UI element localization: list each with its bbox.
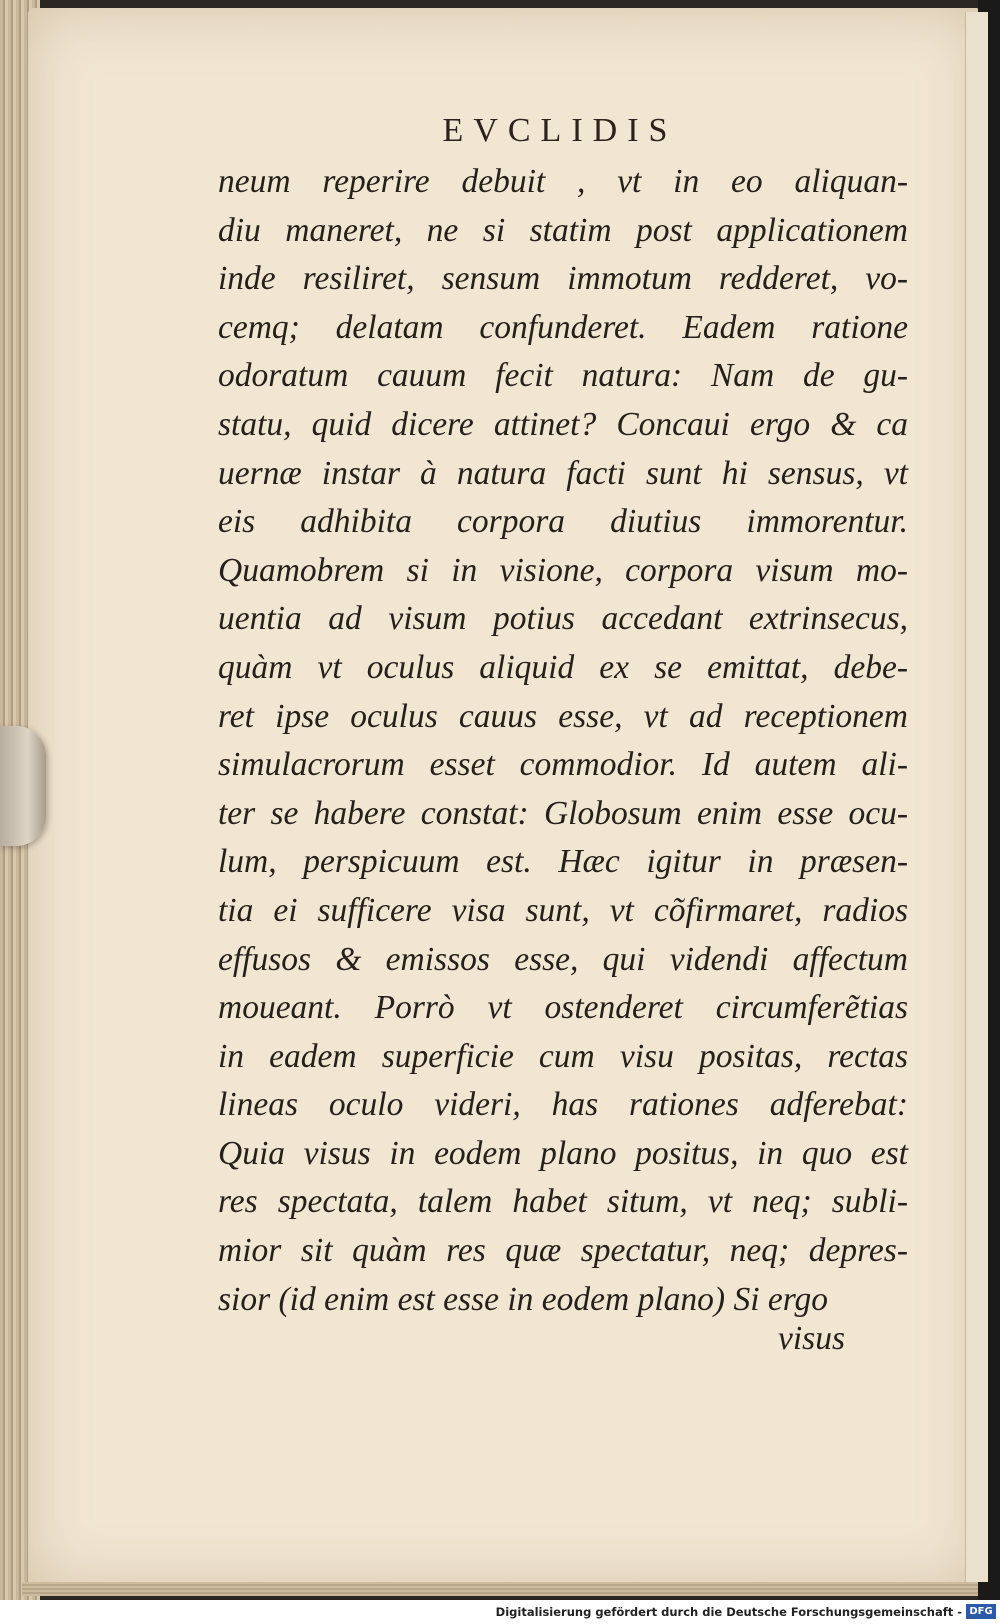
catchword: visus xyxy=(778,1320,845,1357)
page-bottom-edge xyxy=(22,1582,982,1596)
text-line: Quia visus in eodem plano positus, in quo est xyxy=(218,1134,908,1172)
text-line: sior (id enim est esse in eodem plano) Si ergo xyxy=(218,1280,829,1318)
text-line: ter se habere constat: Globosum enim esse ocu- xyxy=(218,794,908,832)
text-line: lineas oculo videri, has rationes adferebat: xyxy=(218,1086,908,1124)
text-line: tia ei sufficere visa sunt, vt cõfirmaret, radios xyxy=(218,891,908,929)
text-line: moueant. Porrò vt ostenderet circumferẽtias xyxy=(218,989,908,1027)
digitization-footer xyxy=(0,1600,1000,1624)
facing-page-sliver xyxy=(965,12,988,1582)
text-line: diu maneret, ne si statim post applicationem xyxy=(218,211,908,249)
dfg-logo: DFG xyxy=(966,1604,996,1619)
text-line: Quamobrem si in visione, corpora visum mo- xyxy=(218,551,908,589)
text-line: uentia ad visum potius accedant extrinsecus, xyxy=(218,600,908,638)
text-line: mior sit quàm res quæ spectatur, neq; depres- xyxy=(218,1232,908,1270)
running-head: EVCLIDIS xyxy=(442,112,678,149)
text-line: eis adhibita corpora diutius immorentur. xyxy=(218,503,908,541)
text-line: effusos & emissos esse, qui videndi affectum xyxy=(218,940,908,978)
text-line: uernæ instar à natura facti sunt hi sensus, vt xyxy=(218,454,908,492)
text-line: inde resiliret, sensum immotum redderet, vo- xyxy=(218,260,908,298)
footer-credit: Digitalisierung gefördert durch die Deutsche Forschungsgemeinschaft - xyxy=(495,1605,962,1619)
body-text xyxy=(218,158,908,1324)
text-line: neum reperire debuit , vt in eo aliquan- xyxy=(218,163,908,200)
text-line: simulacrorum esset commodior. Id autem ali- xyxy=(218,746,908,784)
text-line: quàm vt oculus aliquid ex se emittat, debe- xyxy=(218,648,908,686)
text-line: odoratum cauum fecit natura: Nam de gu- xyxy=(218,357,908,395)
page-clip xyxy=(0,726,46,846)
text-line: ret ipse oculus cauus esse, vt ad receptionem xyxy=(218,697,908,735)
text-line: statu, quid dicere attinet? Concaui ergo & ca xyxy=(218,405,908,443)
text-line: res spectata, talem habet situm, vt neq; subli- xyxy=(218,1183,908,1221)
text-line: in eadem superficie cum visu positas, rectas xyxy=(218,1037,908,1075)
text-line: lum, perspicuum est. Hæc igitur in præsen- xyxy=(218,843,908,881)
text-line: cemq; delatam confunderet. Eadem ratione xyxy=(218,308,908,346)
